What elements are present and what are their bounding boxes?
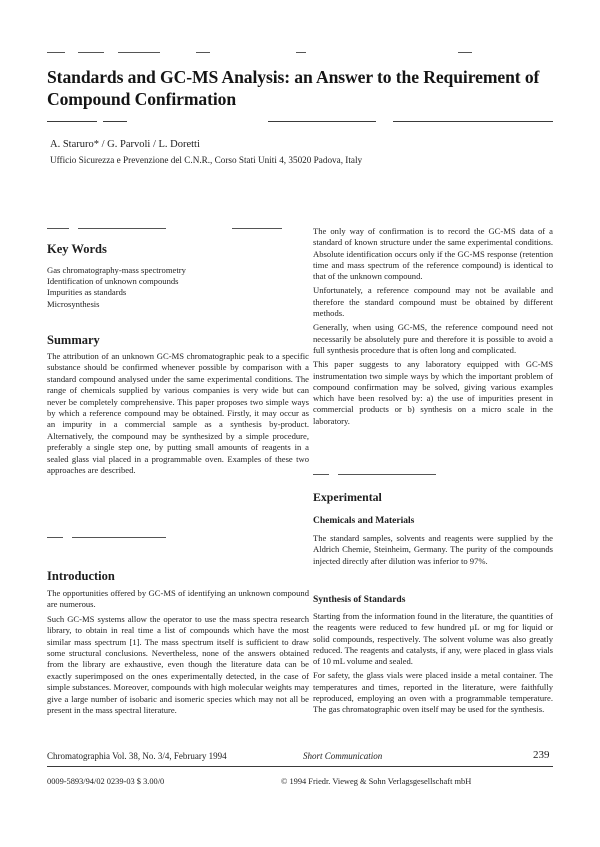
- chemicals-heading: Chemicals and Materials: [313, 516, 415, 526]
- section-rule: [72, 537, 166, 538]
- synthesis-paragraph: Starting from the information found in the literature, the quantities of the reagents were reduced to few hundred µL or mg for liquid or solid compounds, respectively. The solvent volume was also greatly reduced. The reagents and catalysts, if any, were placed in glass vials of 10 mL volume and sealed.: [313, 611, 553, 667]
- header-rule: [78, 52, 104, 53]
- section-rule: [232, 228, 282, 229]
- article-title: Standards and GC-MS Analysis: an Answer to the Requirement of Compound Confirmation: [47, 67, 540, 109]
- header-rule: [296, 52, 306, 53]
- affiliation: Ufficio Sicurezza e Prevenzione del C.N.R., Corso Stati Uniti 4, 35020 Padova, Italy: [50, 155, 363, 165]
- chemicals-text: The standard samples, solvents and reagents were supplied by the Aldrich Chemie, Steinheim, Germany. The purity of the compounds injected directly after dilution was inferior to 97%.: [313, 533, 553, 566]
- title-rule: [393, 121, 553, 122]
- section-rule: [78, 228, 166, 229]
- keywords-list: [47, 265, 297, 310]
- body-paragraph: Unfortunately, a reference compound may not be available and therefore the standard compound must be obtained by different methods.: [313, 285, 553, 319]
- introduction-heading: Introduction: [47, 569, 115, 583]
- footer-journal: Chromatographia Vol. 38, No. 3/4, February 1994: [47, 751, 227, 761]
- body-paragraph: Generally, when using GC-MS, the reference compound need not necessarily be absolutely pure and therefore it is possible to avoid a full synthesis procedure that is often long and complicated.: [313, 322, 553, 355]
- body-paragraph: This paper suggests to any laboratory equipped with GC-MS instrumentation two simple ways by which the important problem of compound confirmation may be solved, giving various examples which have been resolved by: a) the use of impurities present in commercial products or b) synthesis on a micro scale in the laboratory.: [313, 359, 553, 426]
- keyword-item: Identification of unknown compounds: [47, 276, 179, 287]
- section-rule: [338, 474, 436, 475]
- synthesis-paragraph: For safety, the glass vials were placed inside a metal container. The temperatures and times, reported in the literature, were faithfully reproduced, employing an oven with a programmable temperature. The gas chromatographic oven itself may be used for the synthesis.: [313, 670, 553, 715]
- keyword-item: Microsynthesis: [47, 298, 100, 309]
- footer-article-type: Short Communication: [303, 751, 383, 761]
- header-rule: [47, 52, 65, 53]
- footer-rule: [47, 766, 553, 767]
- header-rule: [458, 52, 472, 53]
- experimental-heading: Experimental: [313, 490, 382, 504]
- summary-text: The attribution of an unknown GC-MS chromatographic peak to a specific substance should be confirmed whenever possible by comparison with a standard compound analysed under the same experimental conditions. The range of chemicals supplied by various companies is very wide but can never be completely comprehensive. This paper proposes two simple ways by which a reference compound may be obtained. Firstly, it may occur as an impurity in a commercial sample as a synthesis by-product. Alternatively, the compound may be synthesized by a simple procedure, preferably a single step one, by putting small amounts of reagents in a sealed glass vial placed in a programmable oven. Examples of these two approaches are described.: [47, 351, 309, 476]
- section-rule: [47, 228, 69, 229]
- body-paragraph: The only way of confirmation is to record the GC-MS data of a standard of known structure under the same experimental conditions. Absolute identification occurs only if the GC-MS response (retention time and mass spectrum of the reference compound) is identical to that of the unknown compound.: [313, 226, 553, 282]
- header-rule: [118, 52, 160, 53]
- section-rule: [47, 537, 63, 538]
- introduction-paragraph: The opportunities offered by GC-MS of identifying an unknown compound are numerous.: [47, 588, 309, 610]
- right-column-text: [313, 226, 553, 430]
- introduction-text: [47, 588, 309, 719]
- summary-heading: Summary: [47, 333, 100, 347]
- footer-code: 0009-5893/94/02 0239-03 $ 3.00/0: [47, 777, 165, 786]
- title-rule: [268, 121, 376, 122]
- title-rule: [103, 121, 127, 122]
- footer-copyright: © 1994 Friedr. Vieweg & Sohn Verlagsgesellschaft mbH: [281, 777, 472, 786]
- title-rule: [47, 121, 97, 122]
- keywords-heading: Key Words: [47, 242, 107, 256]
- keyword-item: Gas chromatography-mass spectrometry: [47, 265, 186, 275]
- page-number: 239: [533, 749, 550, 761]
- synthesis-heading: Synthesis of Standards: [313, 595, 406, 605]
- introduction-paragraph: Such GC-MS systems allow the operator to use the mass spectra research library, to obtain in real time a list of compounds which have the most similar mass spectrum [1]. The mass spectrum itself is sufficient to draw some structural conclusions. Nevertheless, none of the answers obtained from the library are exhaustive, even though the literature data can be exactly superimposed on the ones experimentally detected, in the case of simple substances. Moreover, compounds with high molecular weights may give a large number of isobaric and isomeric species which may not all be present in the mass spectral literature.: [47, 613, 309, 716]
- section-rule: [313, 474, 329, 475]
- synthesis-text: [313, 611, 553, 719]
- keyword-item: Impurities as standards: [47, 287, 127, 298]
- authors: A. Staruro* / G. Parvoli / L. Doretti: [50, 139, 200, 150]
- header-rule: [196, 52, 210, 53]
